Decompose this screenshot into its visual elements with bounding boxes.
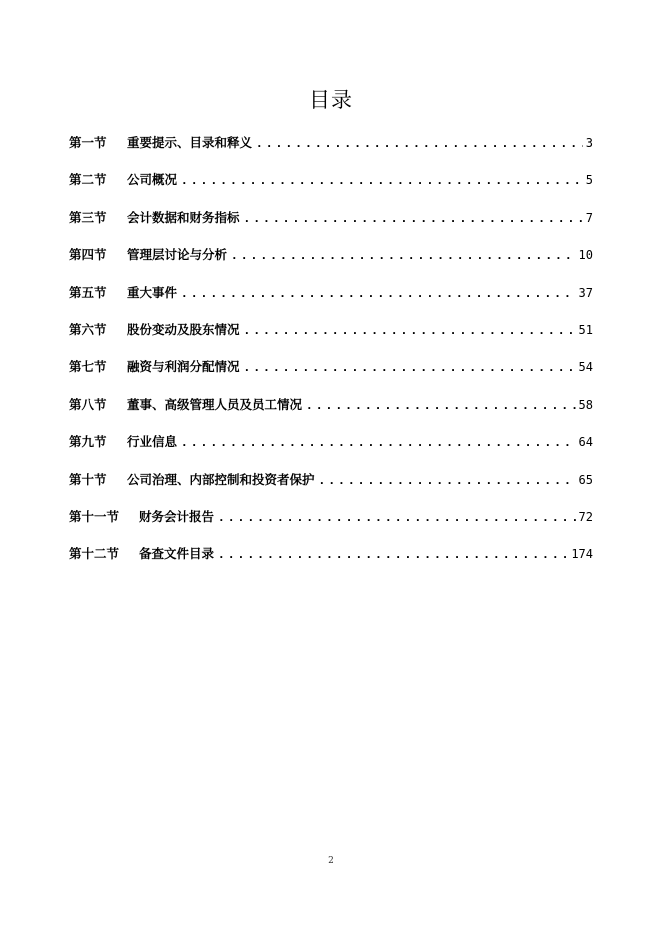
toc-section-title: 会计数据和财务指标 [127,209,240,225]
toc-page-number: 5 [585,173,593,188]
toc-section-number: 第九节 [69,434,107,450]
toc-page-number: 65 [578,472,593,487]
toc-page-number: 54 [578,360,593,375]
toc-page-number: 7 [585,210,593,225]
toc-leader-dots [256,138,583,149]
toc-section-number: 第十节 [69,471,107,487]
toc-section-title: 融资与利润分配情况 [127,359,240,375]
toc-section-number: 第二节 [69,172,107,188]
toc-page-number: 51 [578,322,593,337]
toc-section-title: 股份变动及股东情况 [127,321,240,337]
toc-section-number: 第十一节 [69,508,120,524]
toc-leader-dots [181,437,576,448]
toc-page-number: 72 [578,509,593,524]
toc-entry[interactable] [69,544,593,581]
table-of-contents [69,133,593,582]
toc-entry[interactable] [69,357,593,394]
toc-entry[interactable] [69,320,593,357]
toc-section-title: 公司概况 [127,172,178,188]
toc-section-title: 公司治理、内部控制和投资者保护 [127,471,315,487]
page-title: 目录 [309,88,353,112]
toc-entry[interactable] [69,133,593,170]
toc-section-number: 第三节 [69,209,107,225]
toc-section-title: 重大事件 [127,284,178,300]
toc-page-number: 58 [578,397,593,412]
toc-section-number: 第六节 [69,321,107,337]
toc-section-number: 第四节 [69,247,107,263]
toc-section-number: 第七节 [69,359,107,375]
toc-section-number: 第十二节 [69,546,120,562]
toc-entry[interactable] [69,245,593,282]
toc-leader-dots [231,250,576,261]
toc-leader-dots [306,400,576,411]
toc-entry[interactable] [69,208,593,245]
toc-leader-dots [218,549,568,560]
page-footer-number: 2 [328,856,334,866]
toc-entry[interactable] [69,432,593,469]
toc-section-title: 备查文件目录 [139,546,215,562]
toc-section-title: 董事、高级管理人员及员工情况 [127,396,303,412]
toc-section-number: 第一节 [69,135,107,150]
toc-section-number: 第八节 [69,396,107,412]
toc-page-number: 37 [578,285,593,300]
toc-entry[interactable] [69,170,593,207]
toc-entry[interactable] [69,283,593,320]
toc-entry[interactable] [69,507,593,544]
toc-leader-dots [181,288,576,299]
toc-leader-dots [181,175,583,186]
toc-section-number: 第五节 [69,284,107,300]
toc-leader-dots [218,512,576,523]
toc-leader-dots [244,213,583,224]
toc-section-title: 重要提示、目录和释义 [127,135,253,150]
toc-page-number: 174 [571,547,593,562]
toc-section-title: 管理层讨论与分析 [127,247,228,263]
toc-section-title: 财务会计报告 [139,508,215,524]
toc-leader-dots [319,475,576,486]
toc-leader-dots [244,325,576,336]
toc-leader-dots [244,362,576,373]
toc-page-number: 3 [585,136,593,150]
toc-entry[interactable] [69,470,593,507]
toc-entry[interactable] [69,395,593,432]
toc-section-title: 行业信息 [127,434,178,450]
toc-page-number: 64 [578,435,593,450]
toc-page-number: 10 [578,248,593,263]
